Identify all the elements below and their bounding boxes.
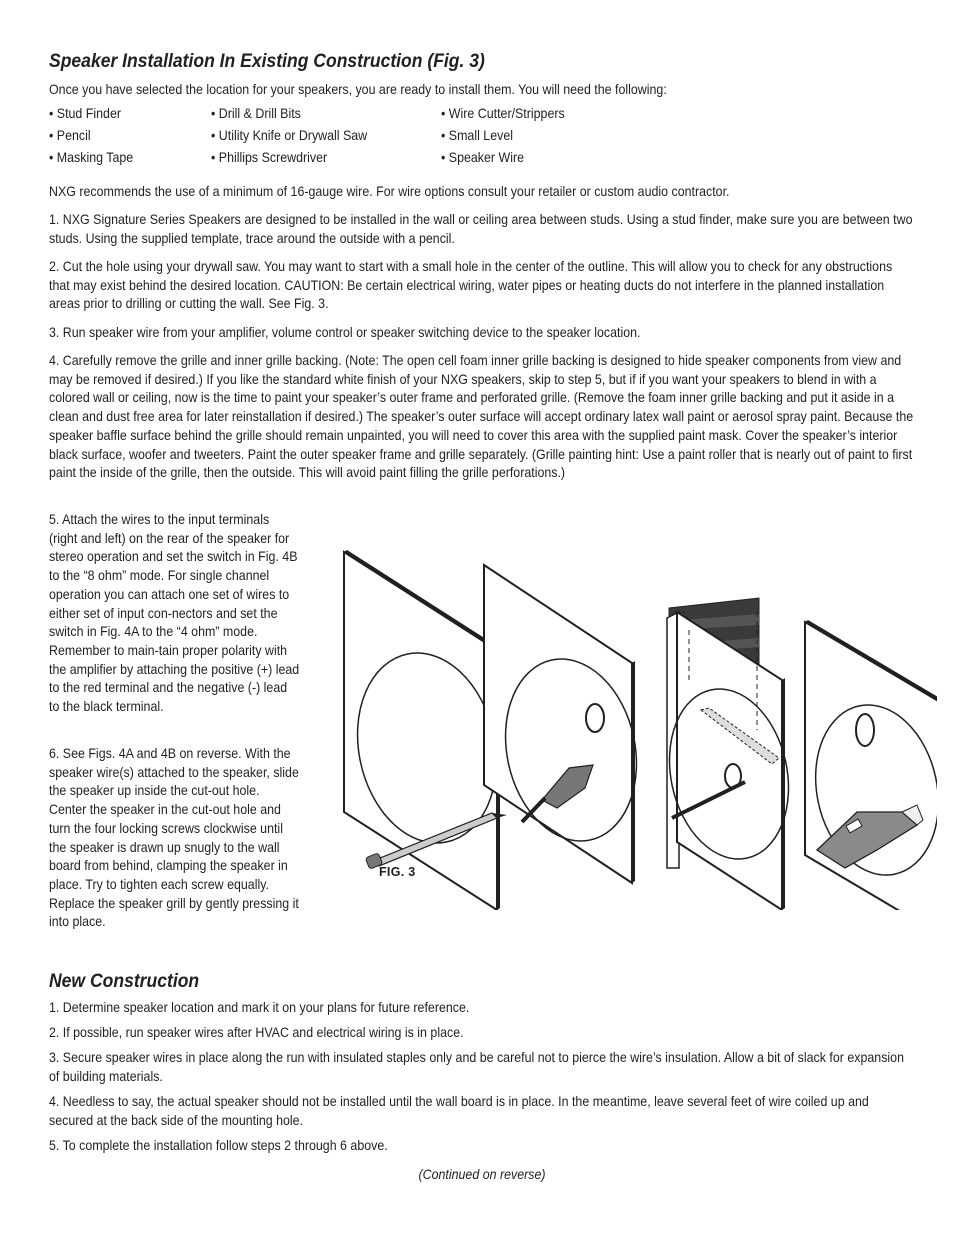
tool-item: • Utility Knife or Drywall Saw <box>211 128 368 143</box>
step-4: 4. Carefully remove the grille and inner grille backing. (Note: The open cell foam inner grille backing is designed to hide speaker components from view and may be removed if desired.) If you like the standard white finish of your NXG speakers, skip to step 5, but if if you want your speakers to blend in with a colored wall or ceiling, now is the time to paint your speaker’s outer frame and perforated grille. (Remove the foam inner grille backing and put it aside in a clean and dust free area for later reinstallation if desired.) The speaker’s outer surface will accept ordinary latex wall paint or aerosol spray paint. Because the speaker baffle surface behind the grille should remain unpainted, you will need to cover this area with the supplied paint mask. Cover the speaker’s interior black surface, woofer and tweeters. Paint the outer speaker frame and grille separately. (Grille painting hint: Use a paint roller that is nearly out of paint to first paint the inside of the grille, then the outside. This will avoid paint filling the grille perforations.) <box>49 353 914 481</box>
tool-item: • Stud Finder <box>49 106 121 121</box>
tool-item: • Masking Tape <box>49 150 134 165</box>
step-6-block <box>49 745 298 932</box>
tool-item: • Small Level <box>441 128 513 143</box>
intro-text: Once you have selected the location for your speakers, you are ready to install them. You will need the following: <box>49 82 667 97</box>
step-1: 1. NXG Signature Series Speakers are designed to be installed in the wall or ceiling area between studs. Using a stud finder, make sure you are between two studs. Using the supplied template, trace around the outside with a pencil. <box>49 212 913 246</box>
tool-item: • Pencil <box>49 128 91 143</box>
installation-figure <box>317 550 937 910</box>
step-6: 6. See Figs. 4A and 4B on reverse. With the speaker wire(s) attached to the speaker, slide the speaker up inside the cut-out hole. Center the speaker in the cut-out hole and turn the four locking screws clockwise until the speaker is drawn up snugly to the wall board from behind, clamping the speaker in place. Try to tighten each screw equally. Replace the speaker grill by gently pressing it into place. <box>49 746 299 930</box>
section-title-existing: Speaker Installation In Existing Construction (Fig. 3) <box>49 50 485 72</box>
tool-item: • Phillips Screwdriver <box>211 150 328 165</box>
wallboard-panel-saw <box>654 598 803 910</box>
wire-note: NXG recommends the use of a minimum of 16-gauge wire. For wire options consult your retailer or custom audio contractor. <box>49 184 730 199</box>
tools-list <box>49 105 915 171</box>
tool-item: • Wire Cutter/Strippers <box>441 106 565 121</box>
tool-item: • Drill & Drill Bits <box>211 106 301 121</box>
wallboard-panel-drill <box>484 565 653 883</box>
step-2: 2. Cut the hole using your drywall saw. You may want to start with a small hole in the center of the outline. This will allow you to check for any obstructions that may exist behind the desired location. CAUTION: Be certain electrical wiring, water pipes or heating ducts do not interfere in the planned installation areas prior to drilling or cutting the wall. See Fig. 3. <box>49 259 893 312</box>
step-3: 3. Run speaker wire from your amplifier, volume control or speaker switching device to the speaker location. <box>49 325 641 340</box>
wallboard-panel-knife <box>800 620 937 910</box>
section-title-new-construction: New Construction <box>49 970 200 992</box>
new-step-4: 4. Needless to say, the actual speaker should not be installed until the wall board is in place. In the meantime, leave several feet of wire coiled up and secured at the back side of the mounting hole. <box>49 1094 869 1128</box>
continued-note: (Continued on reverse) <box>418 1167 546 1182</box>
new-step-3: 3. Secure speaker wires in place along the run with insulated staples only and be careful not to pierce the wire’s insulation. Allow a bit of slack for expansion of building materials. <box>49 1050 904 1084</box>
tool-item: • Speaker Wire <box>441 150 525 165</box>
figure-label: FIG. 3 <box>379 865 416 879</box>
new-step-5: 5. To complete the installation follow steps 2 through 6 above. <box>49 1138 388 1153</box>
new-step-2: 2. If possible, run speaker wires after HVAC and electrical wiring is in place. <box>49 1025 464 1040</box>
new-step-1: 1. Determine speaker location and mark it on your plans for future reference. <box>49 1000 470 1015</box>
step-5-block <box>49 511 298 717</box>
step-5: 5. Attach the wires to the input terminals (right and left) on the rear of the speaker for stereo operation and set the switch in Fig. 4B to the “8 ohm” mode. For single channel operation you can attach one set of wires to either set of input con-nectors and set the switch in Fig. 4A to the “4 ohm” mode. Remember to main-tain proper polarity with the amplifier by attaching the positive (+) lead to the red terminal and the negative (-) lead to the black terminal. <box>49 512 300 715</box>
